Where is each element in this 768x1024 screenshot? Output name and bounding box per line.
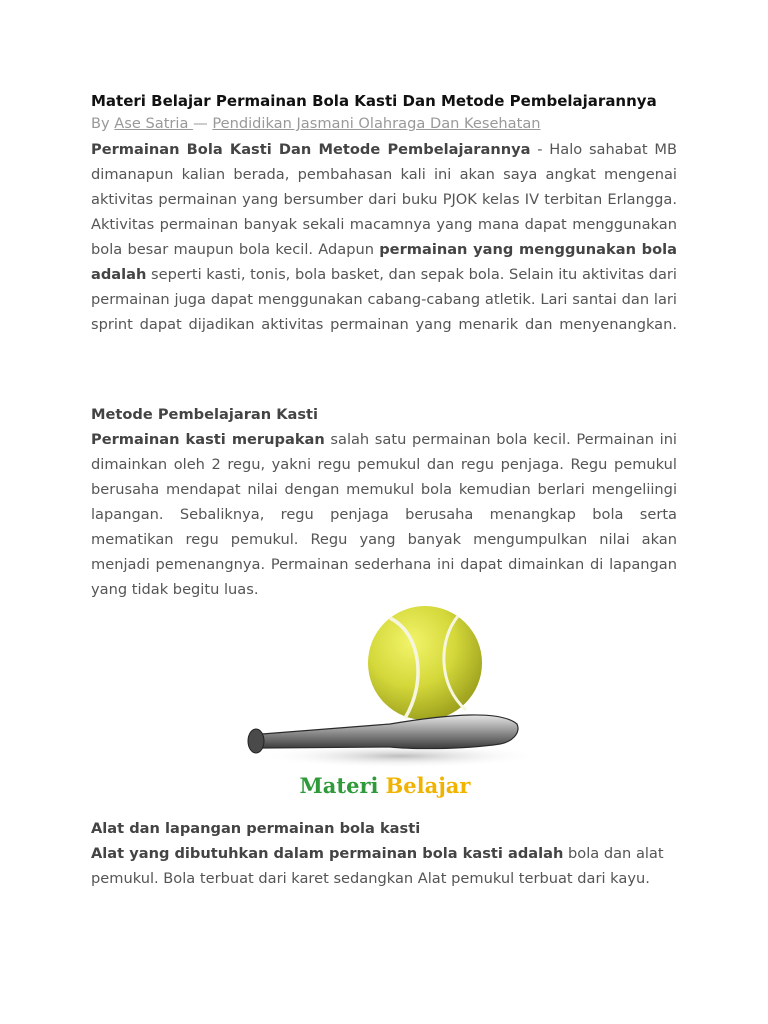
- alat-text: bola dan alat pemukul. Bola terbuat dari karet sedangkan Alat pemukul terbuat dari kayu.: [91, 845, 664, 887]
- metode-lead: Permainan kasti merupakan: [91, 431, 325, 448]
- category-link[interactable]: Pendidikan Jasmani Olahraga Dan Kesehatan: [212, 115, 541, 132]
- byline-prefix: By: [91, 115, 115, 132]
- intro-mid-bold: permainan yang menggunakan bola adalah: [91, 241, 677, 283]
- illustration-svg: [240, 606, 530, 806]
- ball-and-bat-illustration: [240, 606, 530, 806]
- metode-paragraph: [91, 427, 677, 602]
- author-link[interactable]: Ase Satria: [114, 115, 194, 132]
- section-heading-metode: Metode Pembelajaran Kasti: [91, 406, 319, 423]
- alat-lead: Alat yang dibutuhkan dalam permainan bola kasti adalah: [91, 845, 564, 862]
- caption-word-materi: Materi: [299, 773, 379, 798]
- intro-paragraph: [91, 137, 677, 337]
- alat-paragraph: [91, 841, 677, 891]
- article-title: Materi Belajar Permainan Bola Kasti Dan Metode Pembelajarannya: [91, 92, 657, 110]
- section-heading-alat: Alat dan lapangan permainan bola kasti: [91, 820, 421, 837]
- illustration-caption: [300, 773, 472, 798]
- metode-text: salah satu permainan bola kecil. Permainan ini dimainkan oleh 2 regu, yakni regu pemukul dan regu penjaga. Regu pemukul berusaha mendapat nilai dengan memukul bola kemudian berlari mengeliingi lapangan. Sebaliknya, regu penjaga berusaha menangkap bola serta mematikan regu pemukul. Regu yang banyak mengumpulkan nilai akan menjadi pemenangnya. Permainan sederhana ini dapat dimainkan di lapangan yang tidak begitu luas.: [91, 431, 677, 598]
- bat-knob: [248, 729, 264, 753]
- intro-lead: Permainan Bola Kasti Dan Metode Pembelajarannya: [91, 141, 531, 158]
- tennis-ball: [368, 606, 482, 720]
- intro-text-1: - Halo sahabat MB dimanapun kalian berada, pembahasan kali ini akan saya angkat mengenai aktivitas permainan yang bersumber dari buku PJOK kelas IV terbitan Erlangga. Aktivitas permainan banyak sekali macamnya yang mana dapat menggunakan bola besar maupun bola kecil. Adapun: [91, 141, 677, 258]
- byline-separator: —: [193, 115, 213, 132]
- byline: [91, 114, 677, 134]
- caption-word-belajar: Belajar: [385, 773, 471, 798]
- intro-text-2: seperti kasti, tonis, bola basket, dan sepak bola. Selain itu aktivitas dari permainan juga dapat menggunakan cabang-cabang atletik. Lari santai dan lari sprint dapat dijadikan aktivitas permainan yang menarik dan menyenangkan.: [91, 266, 677, 333]
